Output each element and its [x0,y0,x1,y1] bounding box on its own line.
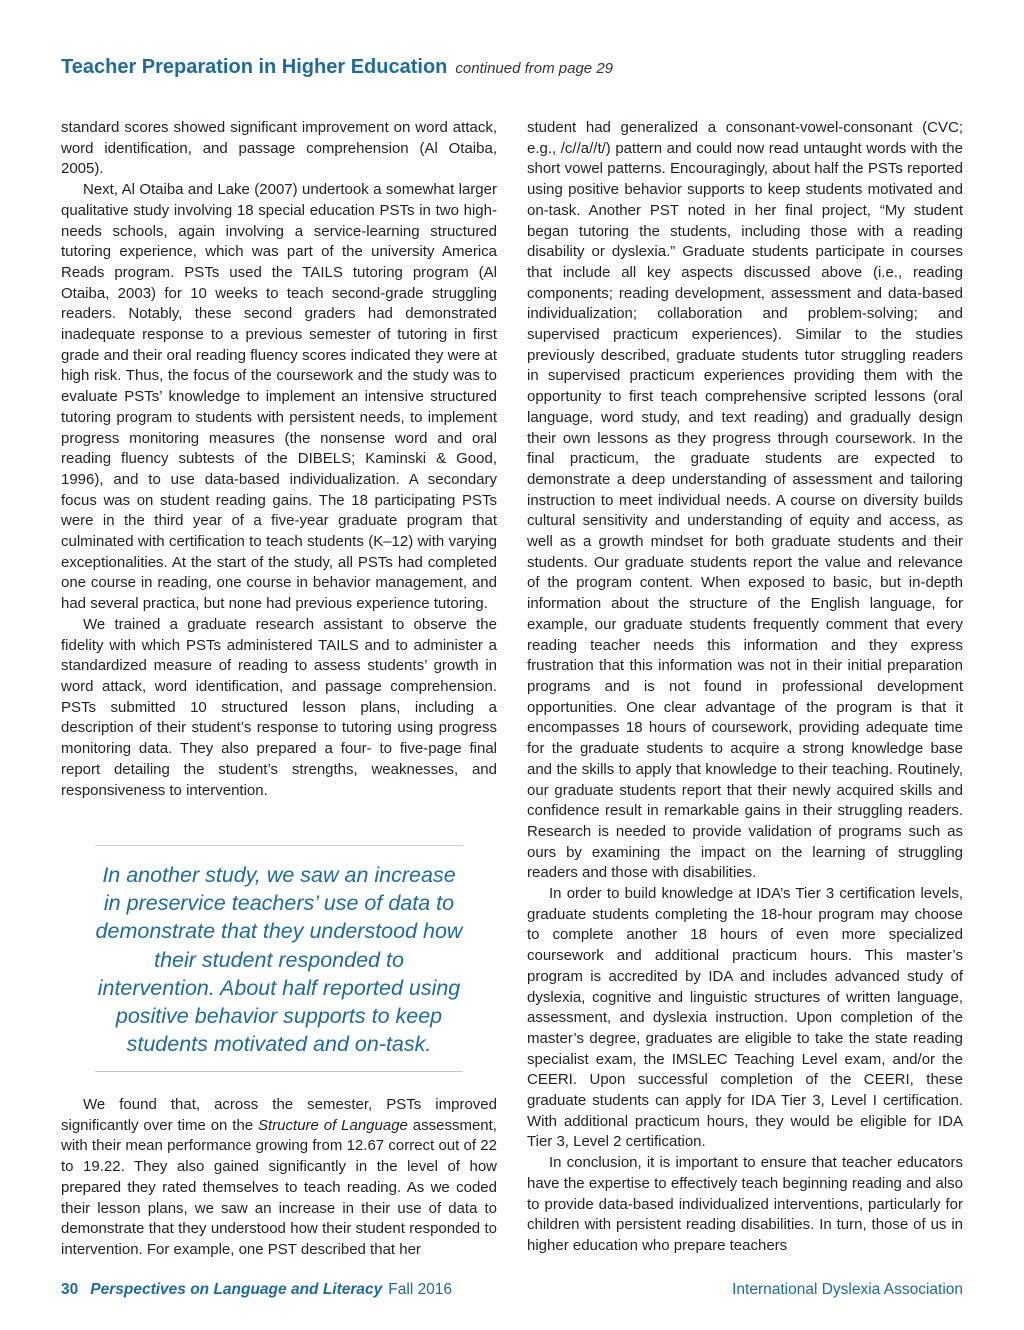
right-paragraph-3: In conclusion, it is important to ensure that teacher educators have the expertise to effectively teach beginning reading and also to provide data-based individualized interventions, particularly for children with persistent reading disabilities. In turn, those of us in higher education who prepare teachers [527,1154,963,1254]
left-paragraph-4-text-b: assessment, with their mean performance growing from 12.67 correct out of 22 to 19.22. They also gained significantly in the level of how prepared they rated themselves to teach reading. As we coded their lesson plans, we saw an increase in their use of data to demonstrate that they understood how their student responded to intervention. For example, one PST described that her [61,1116,497,1258]
page-footer [61,1281,963,1299]
left-paragraph-3: We trained a graduate research assistant to observe the fidelity with which PSTs administered TAILS and to administer a standardized measure of reading to assess students’ growth in word attack, word identification, and passage comprehension. PSTs submitted 10 structured lesson plans, including a description of their student’s response to tutoring using progress monitoring data. They also prepared a four- to five-page final report detailing the student’s strengths, weaknesses, and responsiveness to intervention. [61,615,497,799]
left-paragraph-1: standard scores showed significant improvement on word attack, word identification, and passage comprehension (Al Otaiba, 2005). [61,119,497,178]
right-paragraph-1: student had generalized a consonant-vowel-consonant (CVC; e.g., /c//a//t/) pattern and could now read untaught words with the short vowel patterns. Encouragingly, about half the PSTs reported using positive behavior supports to keep students motivated and on-task. Another PST noted in her final project, “My student began tutoring the students, including those with a reading disability or dyslexia.” Graduate students participate in courses that include all key aspects discussed above (i.e., reading components; reading development, assessment and data-based individualization; collaboration and problem-solving; and supervised practicum experiences). Similar to the studies previously described, graduate students tutor struggling readers in supervised practicum experiences providing them with the opportunity to first teach comprehensive scripted lessons (oral language, word study, and text reading) and gradually design their own lessons as they progress through coursework. In the final practicum, the graduate students are expected to demonstrate a deep understanding of assessment and tailoring instruction to meet individual needs. A course on diversity builds cultural sensitivity and understanding of equity and access, as well as a growth mindset for both graduate students and their students. Our graduate students report the value and relevance of the program content. When exposed to basic, but in-depth information about the structure of the English language, for example, our graduate students frequently comment that every reading teacher needs this information and they express frustration that this information was not in their initial preparation programs and is not found in professional development opportunities. One clear advantage of the program is that it encompasses 18 hours of coursework, providing adequate time for the graduate students to acquire a strong knowledge base and the skills to apply that knowledge to their teaching. Routinely, our graduate students report that their newly acquired skills and confidence result in remarkable gains in their struggling readers. Research is needed to provide validation of programs such as ours by examining the impact on the learning of struggling readers and those with disabilities. [527,119,963,882]
section-title: Teacher Preparation in Higher Education [61,56,448,78]
page-number: 30 [61,1281,79,1298]
issue-date: Fall 2016 [388,1281,453,1298]
left-column-bottom [61,1095,497,1261]
left-paragraph-4-text-a: We found that, across the semester, PSTs improved significantly over time on the [61,1096,497,1134]
page-header [61,56,961,79]
organization-name: International Dyslexia Association [732,1281,963,1298]
continued-note: continued from page 29 [455,60,614,77]
left-paragraph-2: Next, Al Otaiba and Lake (2007) undertook a somewhat larger qualitative study involving 18 special education PSTs in two high-needs schools, again involving a service-learning structured tutoring experience, which was part of the university America Reads program. PSTs used the TAILS tutoring program (Al Otaiba, 2003) for 10 weeks to teach second-grade struggling readers. Notably, these second graders had demonstrated inadequate response to a previous semester of tutoring in first grade and their oral reading fluency scores indicated they were at high risk. Thus, the focus of the coursework and the study was to evaluate PSTs’ knowledge to implement an intensive structured tutoring program to students with persistent needs, to implement progress monitoring measures (the nonsense word and oral reading fluency subtests of the DIBELS; Kaminski & Good, 1996), and to use data-based individualization. A secondary focus was on student reading gains. The 18 participating PSTs were in the third year of a five-year graduate program that culminated with certification to teach students (K–12) with varying exceptionalities. At the start of the study, all PSTs had completed one course in reading, one course in behavior management, and had several practica, but none had previous experience tutoring. [61,181,497,613]
pull-quote-box [95,845,463,1072]
left-column [61,118,497,801]
journal-title: Perspectives on Language and Literacy [90,1281,383,1298]
assessment-title: Structure of Language [258,1116,408,1134]
right-column [527,118,963,1257]
pull-quote: In another study, we saw an increase in preservice teachers’ use of data to demonstrate that they understood how their student responded to intervention. About half reported using positive behavior supports to keep students motivated and on-task. [95,863,463,1057]
left-paragraph-4 [61,1095,497,1261]
right-paragraph-2: In order to build knowledge at IDA’s Tier 3 certification levels, graduate students completing the 18-hour program may choose to complete another 18 hours of even more specialized coursework and additional practicum hours. This master’s program is accredited by IDA and includes advanced study of dyslexia, cognitive and linguistic structures of written language, assessment, and dyslexia instruction. Upon completion of the master’s degree, graduates are eligible to take the state reading specialist exam, the IMSLEC Teaching Level exam, and/or the CEERI. Upon successful completion of the CEERI, these graduate students can apply for IDA Tier 3, Level I certification. With additional practicum hours, they would be eligible for IDA Tier 3, Level 2 certification. [527,885,963,1151]
pull-quote-bottom-rule [95,1071,463,1072]
